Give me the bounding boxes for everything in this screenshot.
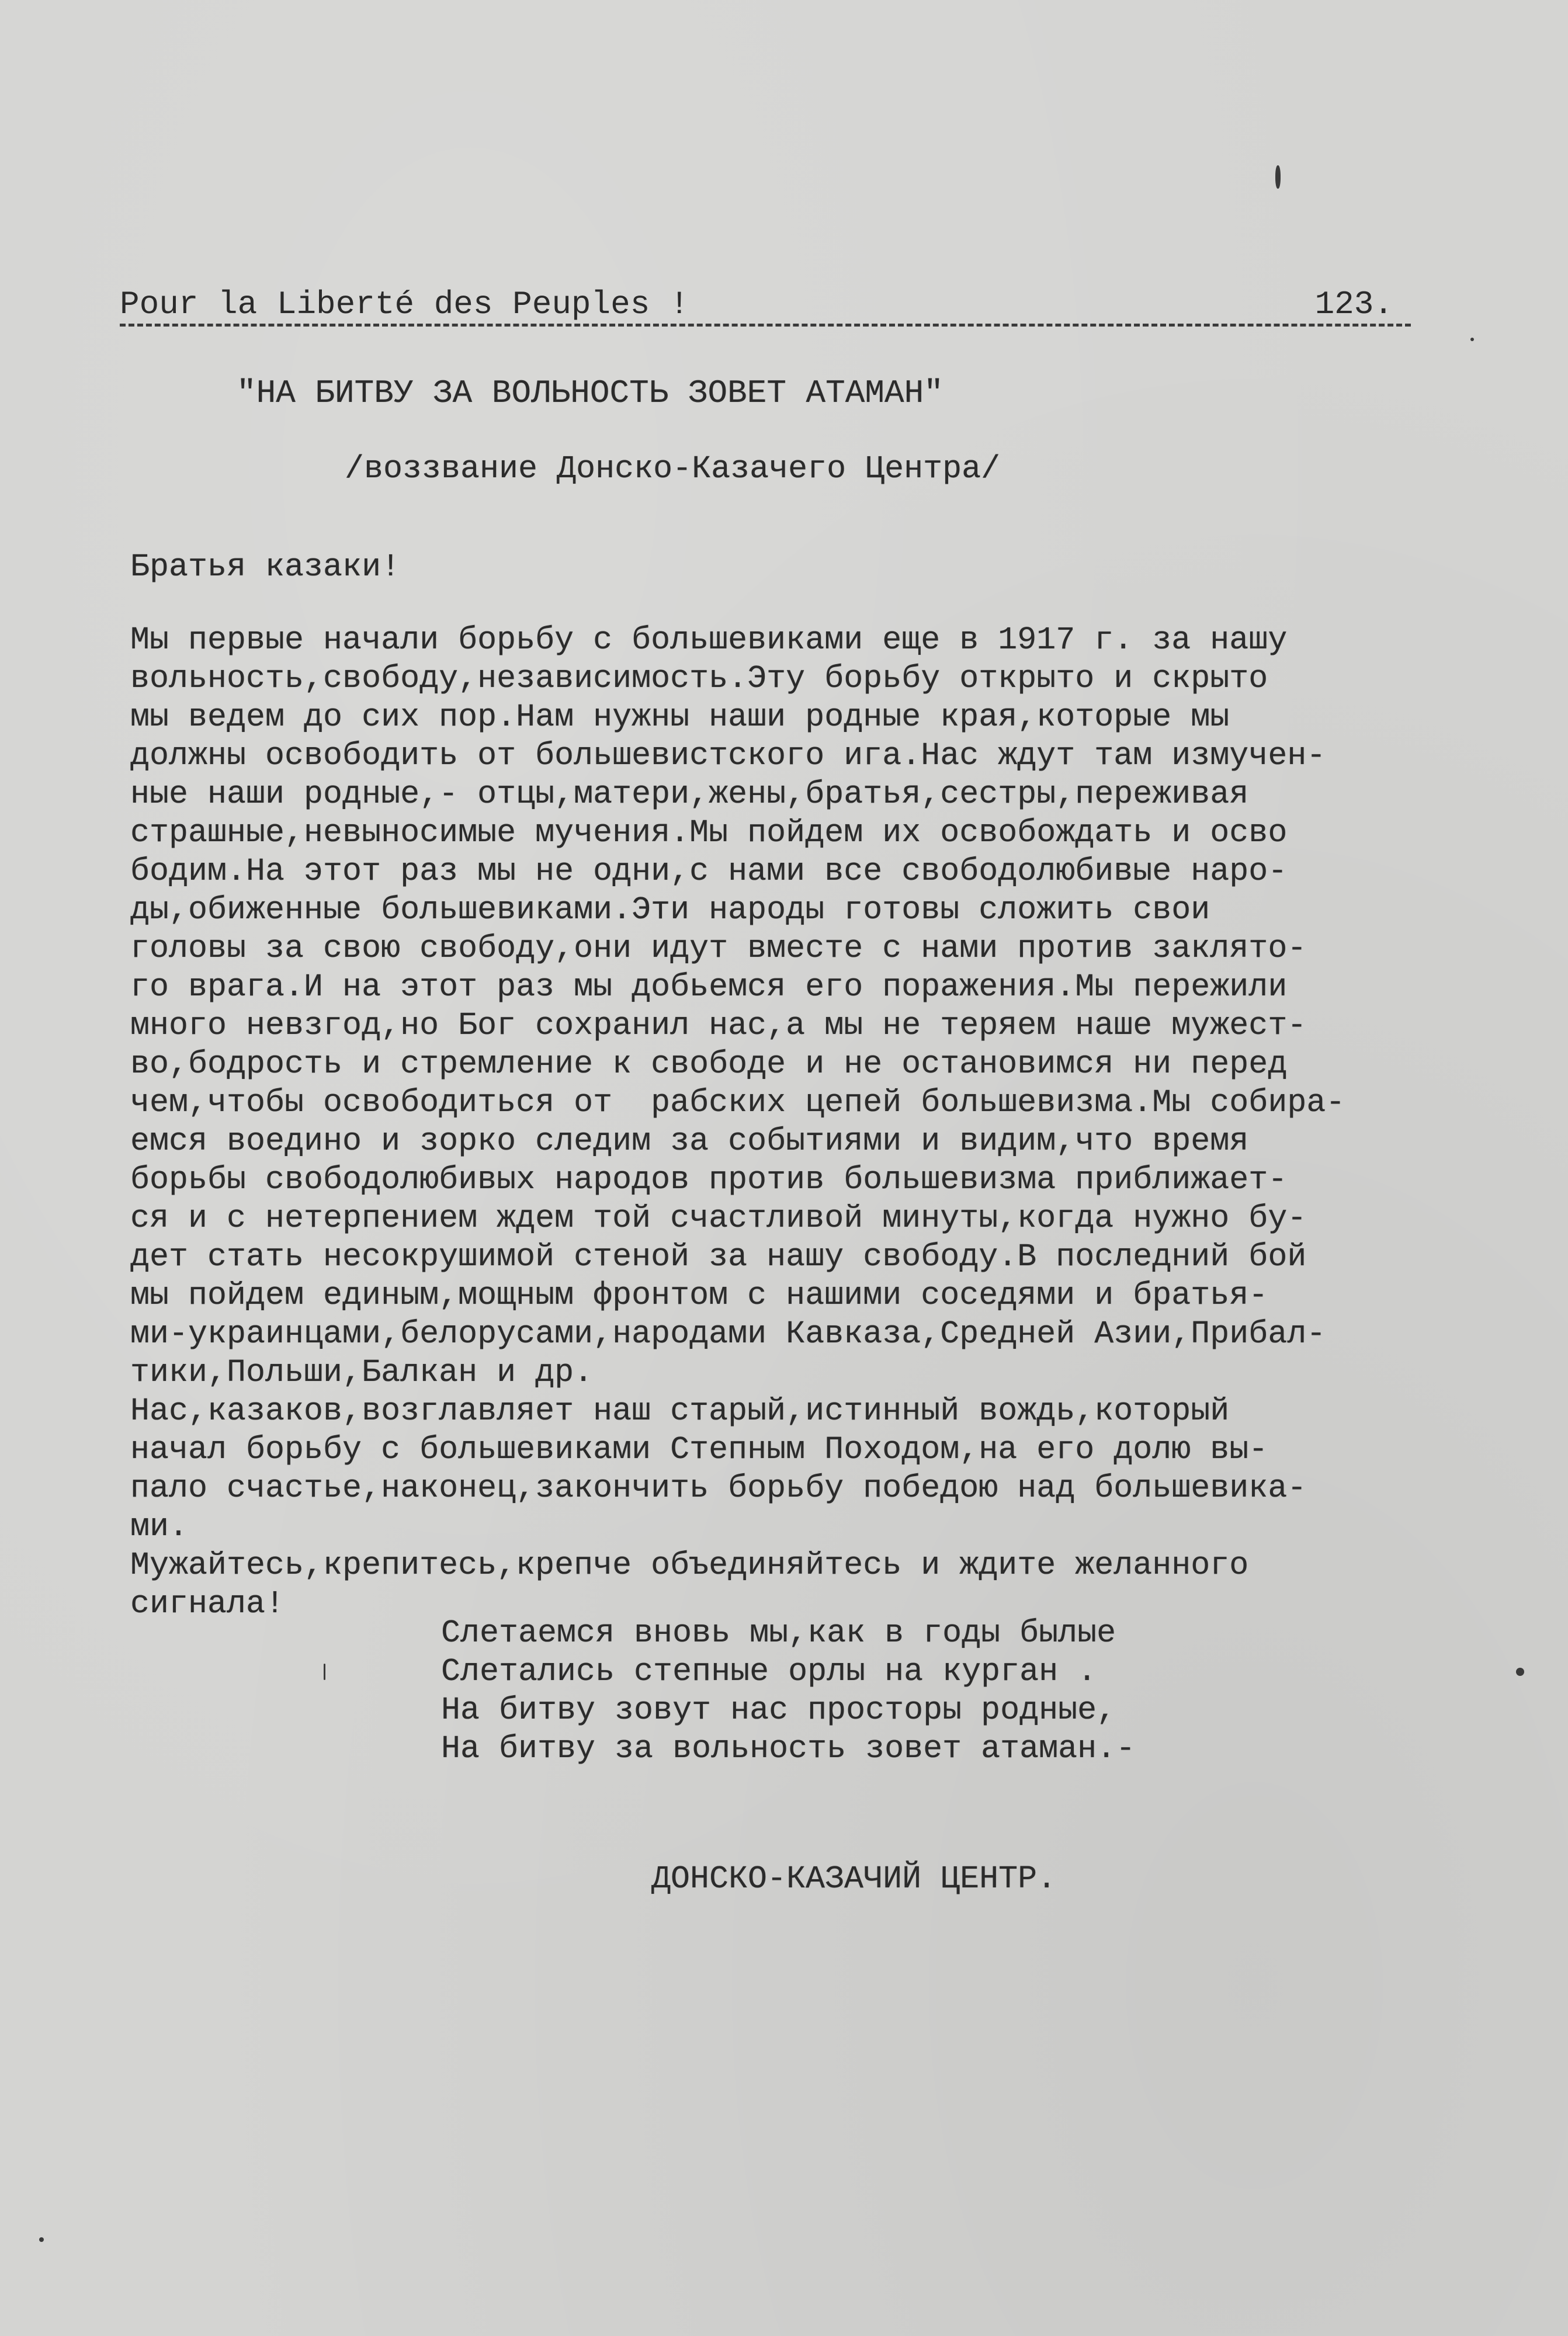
body-line: борьбы свободолюбивых народов против большевизма приближает- bbox=[130, 1161, 1288, 1198]
body-line: много невзгод,но Бог сохранил нас,а мы не теряем наше мужест- bbox=[130, 1007, 1307, 1044]
document-title: "НА БИТВУ ЗА ВОЛЬНОСТЬ ЗОВЕТ АТАМАН" bbox=[237, 374, 943, 412]
body-line: во,бодрость и стремление к свободе и не остановимся ни перед bbox=[130, 1046, 1288, 1082]
body-line: ми. bbox=[130, 1508, 189, 1545]
ink-speck bbox=[39, 2237, 44, 2242]
body-line: мы пойдем единым,мощным фронтом с нашими соседями и братья- bbox=[130, 1277, 1268, 1314]
body-line: бодим.На этот раз мы не одни,с нами все свободолюбивые наро- bbox=[130, 853, 1288, 890]
body-line: ды,обиженные большевиками.Эти народы готовы сложить свои bbox=[130, 891, 1210, 928]
body-line: емся воедино и зорко следим за событиями и видим,что время bbox=[130, 1123, 1249, 1160]
body-line: вольность,свободу,независимость.Эту борьбу открыто и скрыто bbox=[130, 660, 1268, 697]
body-line: сигнала! bbox=[130, 1585, 285, 1622]
body-line: ми-украинцами,белорусами,народами Кавказа,Средней Азии,Прибал- bbox=[130, 1315, 1326, 1352]
body-line: Мы первые начали борьбу с большевиками еще в 1917 г. за нашу bbox=[130, 622, 1288, 658]
body-line: ные наши родные,- отцы,матери,жены,братья,сестры,переживая bbox=[130, 776, 1249, 813]
body-line: должны освободить от большевистского ига.Нас ждут там измучен- bbox=[130, 737, 1326, 774]
signature: ДОНСКО-КАЗАЧИЙ ЦЕНТР. bbox=[651, 1861, 1057, 1897]
body-line: дет стать несокрушимой стеной за нашу свободу.В последний бой bbox=[130, 1238, 1307, 1275]
body-line: страшные,невыносимые мучения.Мы пойдем их освобождать и осво bbox=[130, 814, 1288, 851]
poem-line: Слетаемся вновь мы,как в годы былые bbox=[441, 1615, 1116, 1651]
body-line: Мужайтесь,крепитесь,крепче объединяйтесь и ждите желанного bbox=[130, 1547, 1249, 1584]
page-number: 123. bbox=[1314, 286, 1393, 323]
poem-line: Слетались степные орлы на курган . bbox=[441, 1653, 1097, 1690]
body-line: головы за свою свободу,они идут вместе с нами против заклято- bbox=[130, 930, 1307, 967]
body-line: начал борьбу с большевиками Степным Походом,на его долю вы- bbox=[130, 1431, 1268, 1468]
poem-line: На битву зовут нас просторы родные, bbox=[441, 1692, 1116, 1728]
body-line: чем,чтобы освободиться от рабских цепей большевизма.Мы собира- bbox=[130, 1084, 1345, 1121]
header-title: Pour la Liberté des Peuples ! bbox=[120, 286, 689, 323]
ink-speck bbox=[1470, 338, 1474, 341]
poem-line: На битву за вольность зовет атаман.- bbox=[441, 1730, 1136, 1767]
body-line: ся и с нетерпением ждем той счастливой минуты,когда нужно бу- bbox=[130, 1200, 1307, 1237]
body-line: тики,Польши,Балкан и др. bbox=[130, 1354, 594, 1391]
ink-speck bbox=[324, 1664, 325, 1680]
body-line: мы ведем до сих пор.Нам нужны наши родные края,которые мы bbox=[130, 699, 1230, 735]
body-line: пало счастье,наконец,закончить борьбу победою над большевика- bbox=[130, 1470, 1307, 1507]
body-text bbox=[130, 621, 1480, 1623]
ink-speck bbox=[1275, 165, 1281, 189]
poem-stanza bbox=[441, 1614, 1135, 1768]
body-line: го врага.И на этот раз мы добьемся его поражения.Мы пережили bbox=[130, 969, 1288, 1005]
page-header bbox=[120, 284, 1411, 331]
header-dashed-rule bbox=[120, 324, 1411, 327]
ink-speck bbox=[1516, 1668, 1524, 1676]
document-subtitle: /воззвание Донско-Казачего Центра/ bbox=[345, 450, 1001, 487]
body-line: Нас,казаков,возглавляет наш старый,истинный вождь,который bbox=[130, 1393, 1230, 1429]
salutation: Братья казаки! bbox=[130, 549, 401, 585]
